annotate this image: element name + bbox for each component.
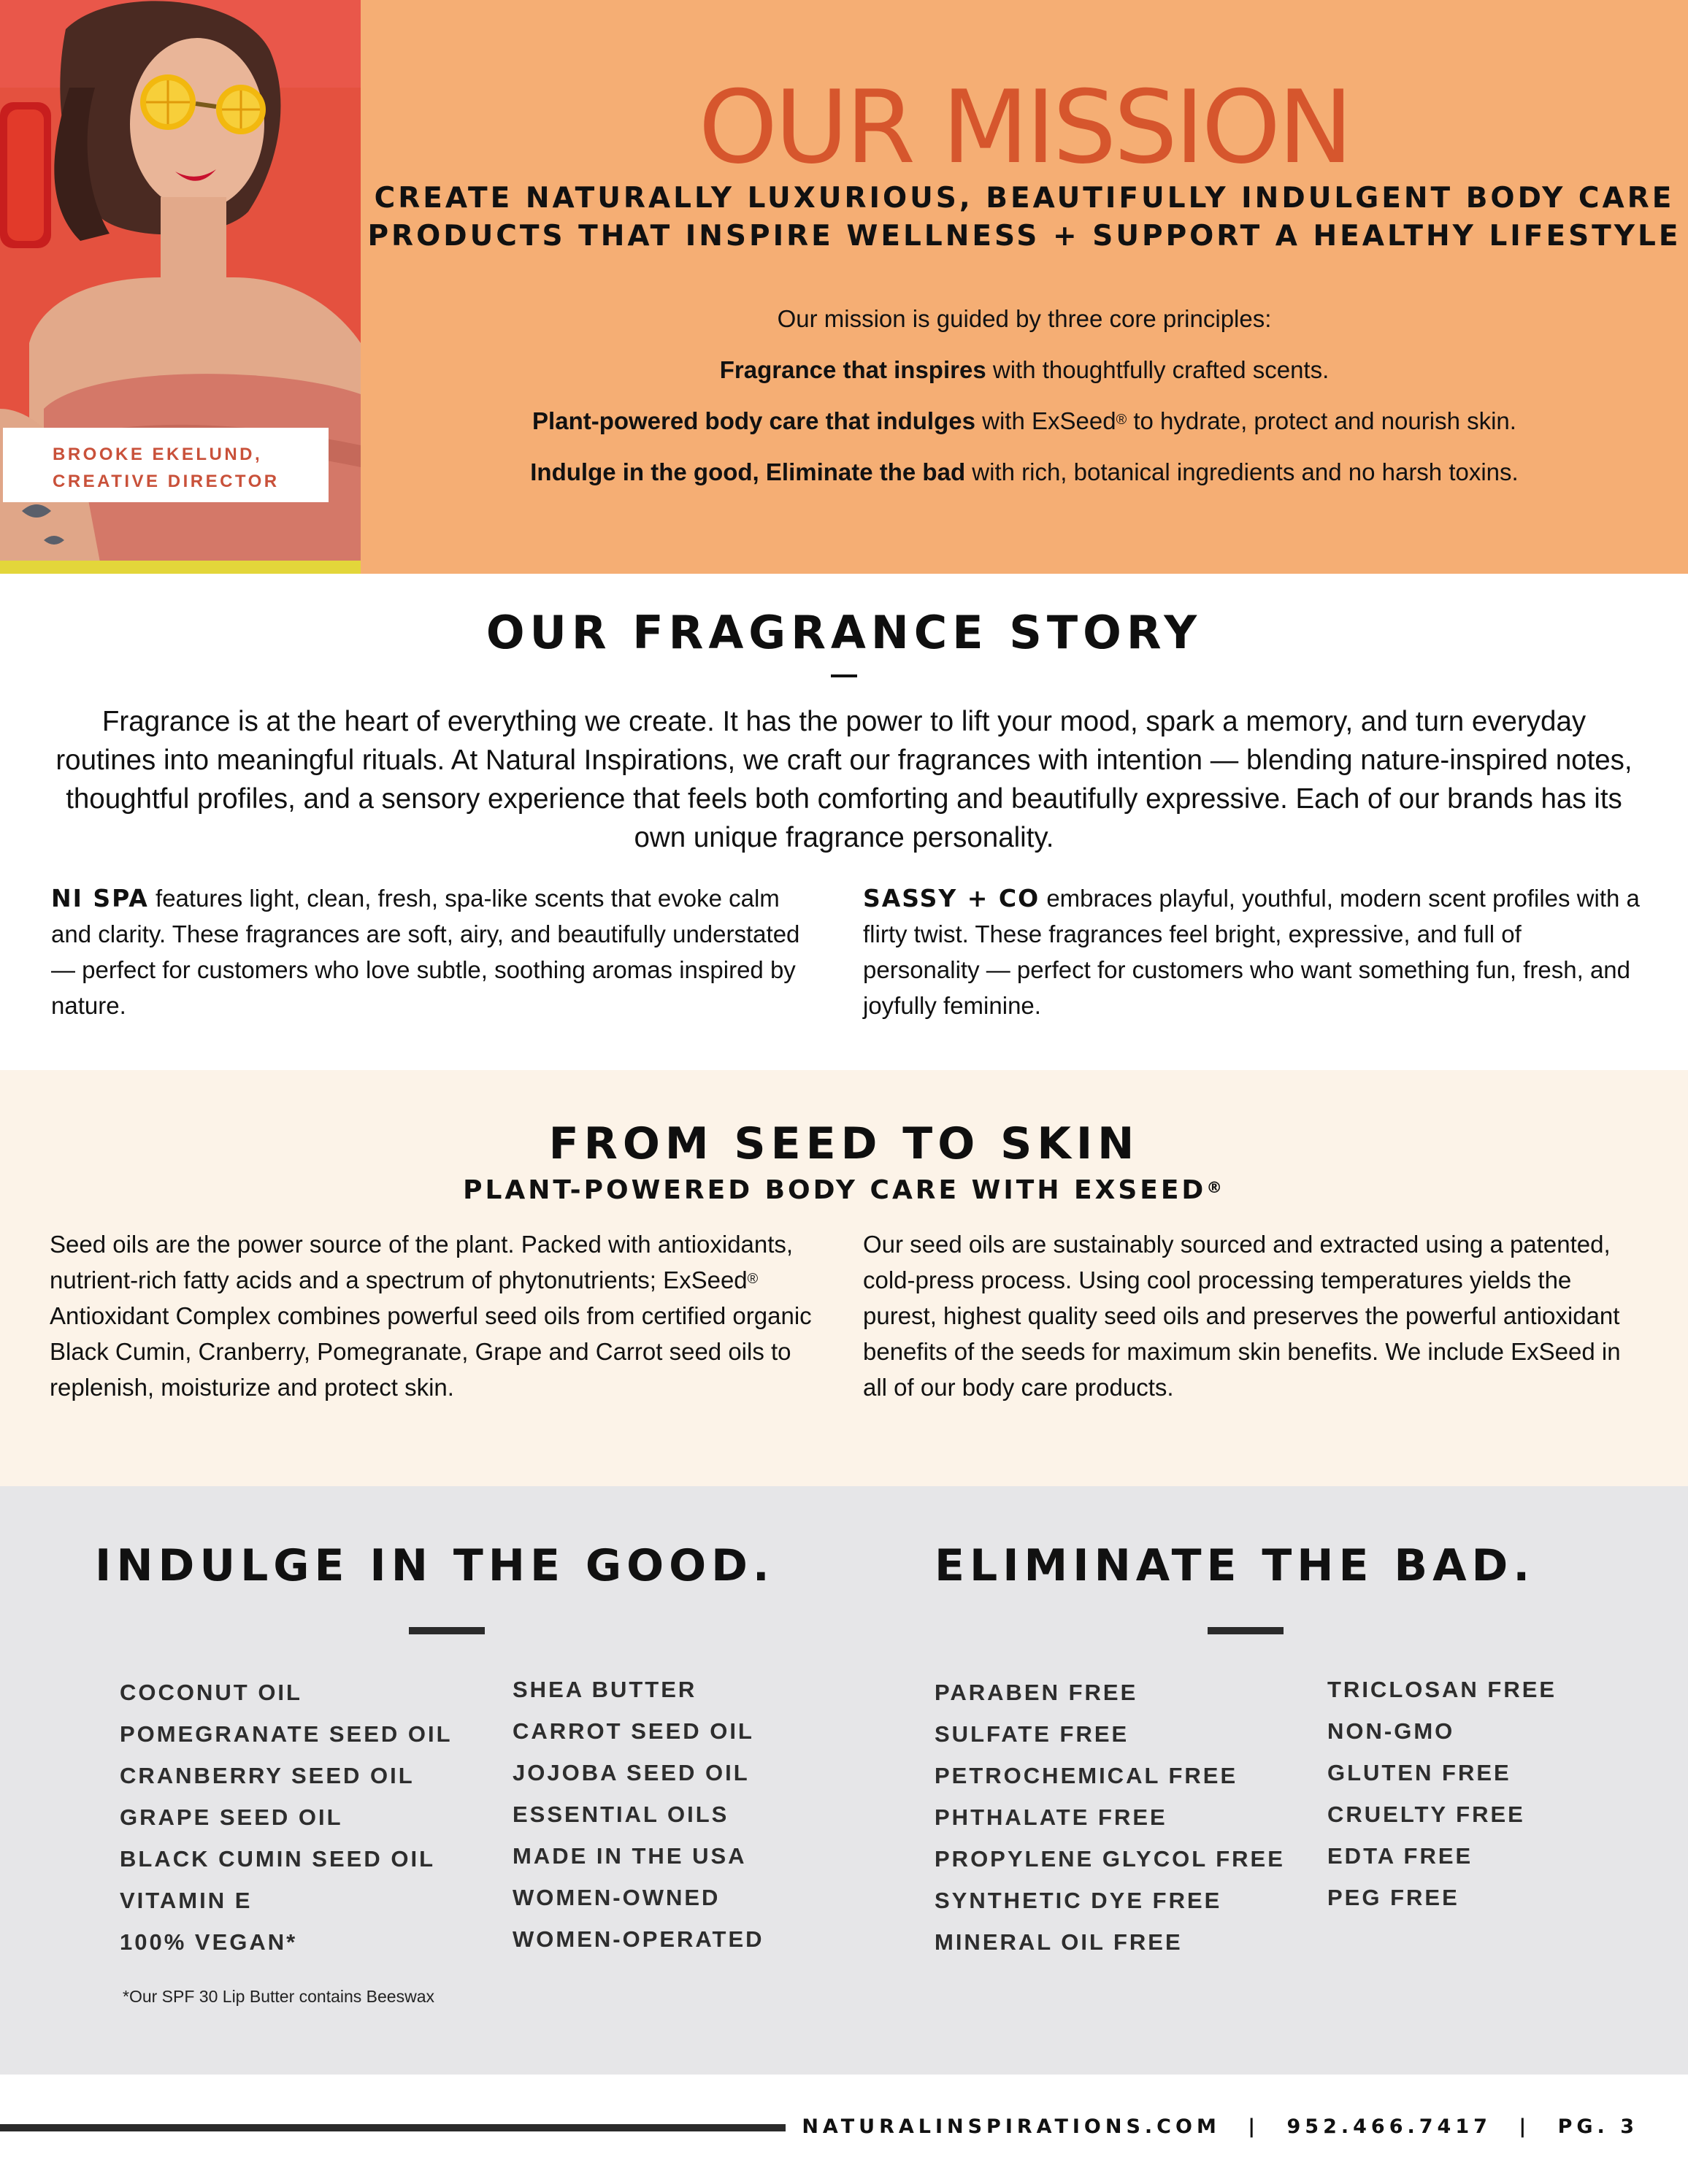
list-item: WOMEN-OWNED (513, 1885, 721, 1910)
list-item: MADE IN THE USA (513, 1843, 747, 1869)
mission-subtitle: CREATE NATURALLY LUXURIOUS, BEAUTIFULLY INDULGENT BODY CARE PRODUCTS THAT INSPIRE WELLNESS + SUPPORT A HEALTHY LIFESTYLE (367, 182, 1681, 253)
fragrance-body: Fragrance is at the heart of everything we create. It has the power to lift your mood, spark a memory, and turn everyday routines into meaningful rituals. At Natural Inspirations, we craft our fragrances with intention — blending nature-inspired notes, thoughtful profiles, and a sensory experience that feels both comforting and beautifully expressive. Each of our brands has its own unique fragrance personality. (55, 706, 1633, 853)
sassy-paragraph (863, 880, 1644, 1023)
list-item: NON-GMO (1327, 1718, 1455, 1744)
list-item: VITAMIN E (120, 1888, 253, 1913)
seed-right-paragraph: Our seed oils are sustainably sourced and extracted using a patented, cold-press process. Using cool processing temperatures yields the purest, highest quality seed oils and preserves the powerful antioxidant benefits of the seeds for maximum skin benefits. We include ExSeed in all of our body care products. (863, 1231, 1621, 1401)
list-item: PROPYLENE GLYCOL FREE (935, 1846, 1285, 1872)
mission-title: OUR MISSION (698, 69, 1351, 186)
good-title: INDULGE IN THE GOOD. (95, 1540, 775, 1591)
ni-spa-brand: NI SPA (51, 884, 149, 912)
list-item: TRICLOSAN FREE (1327, 1677, 1557, 1702)
vegan-footnote: *Our SPF 30 Lip Butter contains Beeswax (123, 1987, 434, 2006)
seed-title: FROM SEED TO SKIN (548, 1118, 1140, 1169)
list-item: JOJOBA SEED OIL (513, 1760, 750, 1785)
caption-name: BROOKE EKELUND, (53, 445, 263, 464)
principle-indulge (361, 458, 1688, 486)
footer-rule (0, 2124, 786, 2131)
seed-subtitle-mark: ® (1206, 1179, 1225, 1198)
principle-indulge-text: with rich, botanical ingredients and no harsh toxins. (965, 458, 1519, 485)
list-item: GRAPE SEED OIL (120, 1804, 343, 1830)
principle-fragrance-text: with thoughtfully crafted scents. (986, 356, 1330, 383)
list-item: SULFATE FREE (935, 1721, 1129, 1747)
sassy-brand: SASSY + CO (863, 884, 1040, 912)
registered-mark: ® (1116, 412, 1127, 428)
seed-left-paragraph (50, 1226, 812, 1405)
seed-left-text-a: Seed oils are the power source of the plant. Packed with antioxidants, nutrient-rich fatty acids and a spectrum of phytonutrients; ExSeed (50, 1231, 794, 1293)
principle-plant-powered (361, 407, 1688, 435)
footer (802, 2115, 1638, 2138)
ni-spa-text: features light, clean, fresh, spa-like scents that evoke calm and clarity. These fragrances are soft, airy, and beautifully understated — perfect for customers who love subtle, soothing aromas inspired by nature. (51, 885, 800, 1019)
principle-plant-text-a: with ExSeed (975, 407, 1116, 434)
page-number: PG. 3 (1557, 2115, 1638, 2138)
photo-floor-strip (0, 561, 361, 574)
mission-intro: Our mission is guided by three core principles: (777, 305, 1272, 332)
photo-caption (3, 428, 329, 502)
seed-subtitle (0, 1175, 1688, 1205)
principle-indulge-bold: Indulge in the good, Eliminate the bad (530, 458, 966, 485)
creative-director-photo (0, 0, 361, 574)
good-list-col1 (120, 1672, 453, 1963)
list-item: SHEA BUTTER (513, 1677, 697, 1702)
list-item: PHTHALATE FREE (935, 1804, 1167, 1830)
bad-list-col1 (935, 1672, 1285, 1963)
list-item: ESSENTIAL OILS (513, 1802, 729, 1827)
footer-phone[interactable]: 952.466.7417 (1286, 2115, 1492, 2138)
list-item: GLUTEN FREE (1327, 1760, 1511, 1785)
bad-title-bar (1208, 1627, 1284, 1634)
ni-spa-paragraph (51, 880, 825, 1023)
seed-left-mark: ® (747, 1271, 759, 1288)
bad-list-col2 (1327, 1669, 1557, 1918)
list-item: SYNTHETIC DYE FREE (935, 1888, 1222, 1913)
principle-plant-bold: Plant-powered body care that indulges (532, 407, 975, 434)
principle-fragrance (361, 356, 1688, 384)
fragrance-title: OUR FRAGRANCE STORY (486, 606, 1202, 659)
list-item: PARABEN FREE (935, 1680, 1138, 1705)
principle-plant-text-b: to hydrate, protect and nourish skin. (1127, 407, 1516, 434)
list-item: CRUELTY FREE (1327, 1802, 1525, 1827)
bad-title: ELIMINATE THE BAD. (935, 1540, 1535, 1591)
sassy-text: embraces playful, youthful, modern scent profiles with a flirty twist. These fragrances feel bright, expressive, and full of personality — perfect for customers who want something fun, fresh, and joyfully feminine. (863, 885, 1640, 1019)
list-item: CARROT SEED OIL (513, 1718, 754, 1744)
good-list-col2 (513, 1669, 764, 1960)
seed-left-text-b: Antioxidant Complex combines powerful seed oils from certified organic Black Cumin, Cranberry, Pomegranate, Grape and Carrot seed oils to replenish, moisturize and protect skin. (50, 1302, 812, 1401)
good-title-bar (409, 1627, 485, 1634)
footer-separator: | (1248, 2115, 1260, 2138)
list-item: PEG FREE (1327, 1885, 1459, 1910)
list-item: MINERAL OIL FREE (935, 1929, 1183, 1955)
list-item: 100% VEGAN* (120, 1929, 298, 1955)
caption-role: CREATIVE DIRECTOR (53, 472, 280, 491)
list-item: POMEGRANATE SEED OIL (120, 1721, 453, 1747)
list-item: BLACK CUMIN SEED OIL (120, 1846, 435, 1872)
list-item: EDTA FREE (1327, 1843, 1473, 1869)
list-item: COCONUT OIL (120, 1680, 302, 1705)
principle-fragrance-bold: Fragrance that inspires (719, 356, 986, 383)
footer-separator: | (1519, 2115, 1531, 2138)
seed-subtitle-text: PLANT-POWERED BODY CARE WITH EXSEED (463, 1175, 1207, 1205)
footer-website[interactable]: NATURALINSPIRATIONS.COM (802, 2115, 1221, 2138)
list-item: WOMEN-OPERATED (513, 1926, 764, 1952)
fragrance-title-dash (831, 674, 857, 677)
list-item: CRANBERRY SEED OIL (120, 1763, 415, 1788)
list-item: PETROCHEMICAL FREE (935, 1763, 1238, 1788)
